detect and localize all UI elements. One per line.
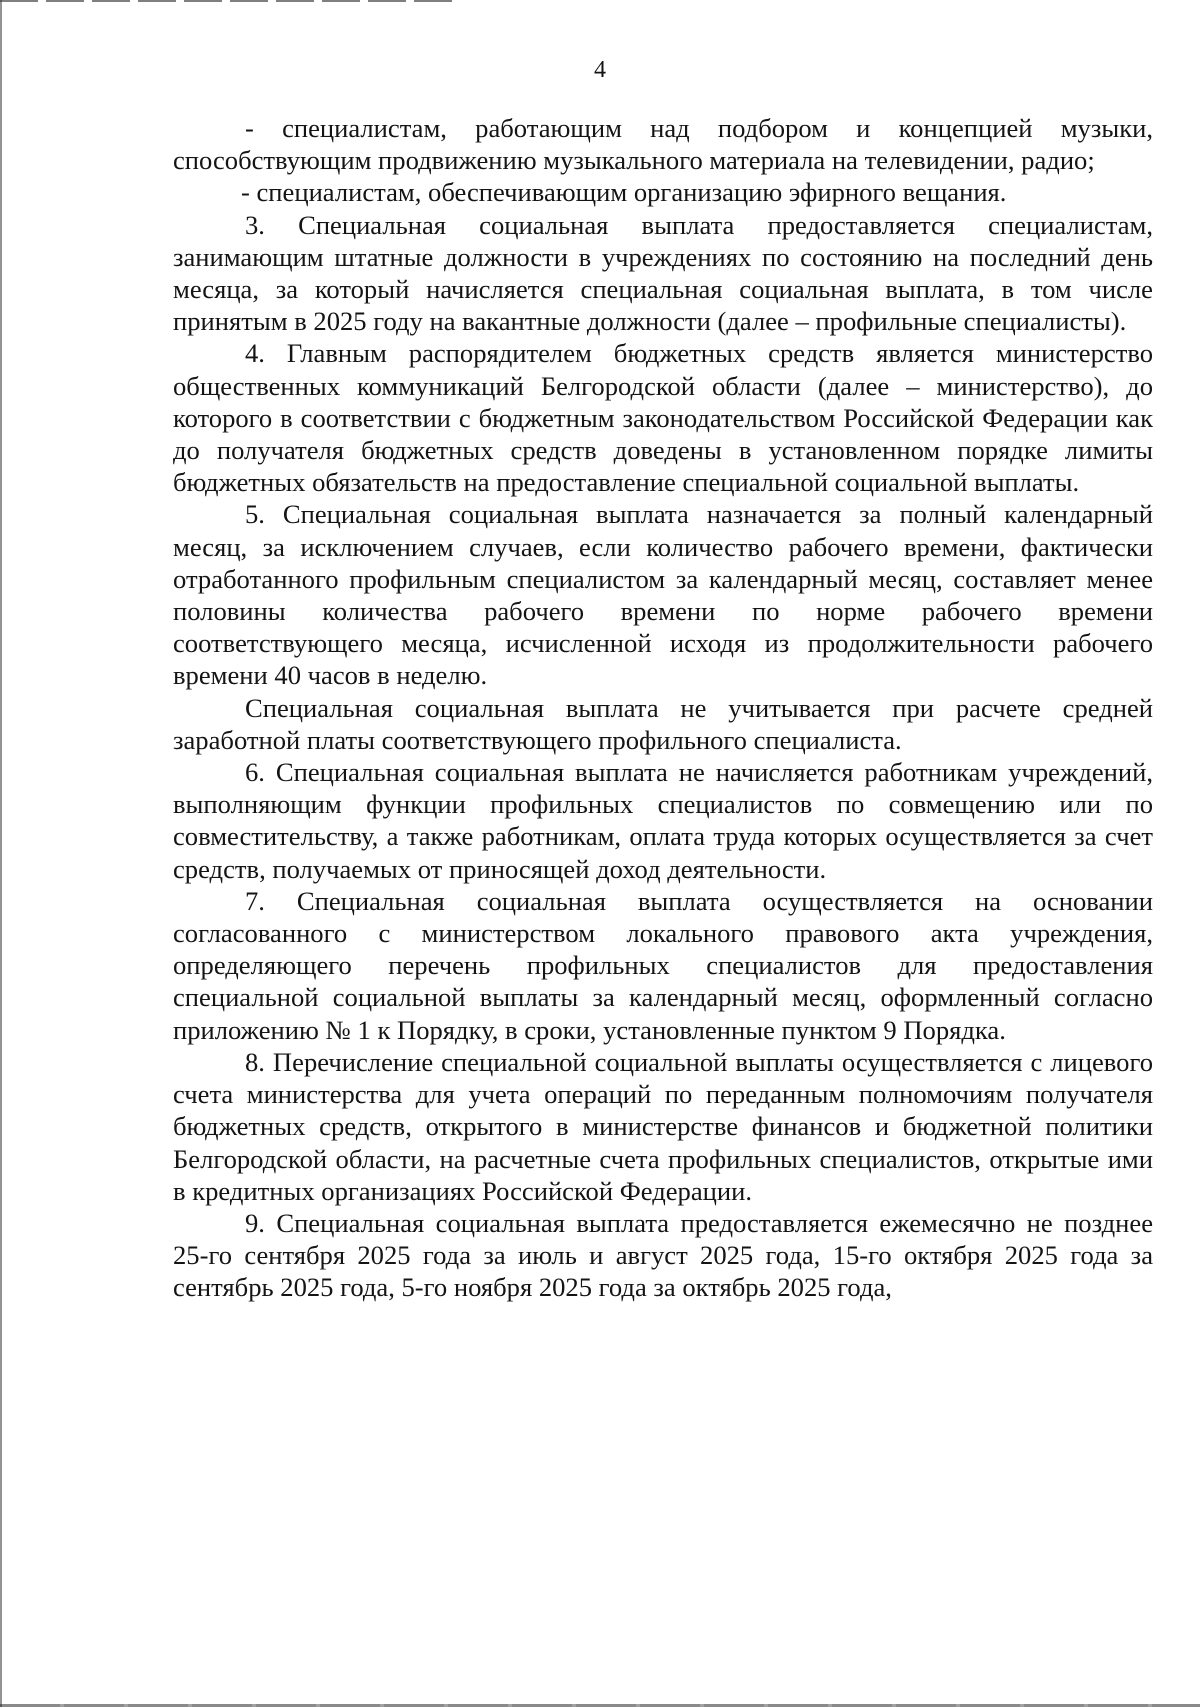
- scan-edge-left: [0, 0, 2, 1707]
- paragraph-list-item-broadcast: - специалистам, обеспечивающим организацию эфирного вещания.: [241, 177, 1007, 208]
- paragraph-item-3: 3. Специальная социальная выплата предоставляется специалистам, занимающим штатные должности в учреждениях по состоянию на последний день месяца, за который начисляется специальная социальная выплата, в том числе принятым в 2025 году на вакантные должности (далее – профильные специалисты).: [173, 209, 1153, 337]
- paragraph-item-5: 5. Специальная социальная выплата назначается за полный календарный месяц, за исключением случаев, если количество рабочего времени, фактически отработанного профильным специалистом за календарный месяц, составляет менее половины количества рабочего времени по норме рабочего времени соответствующего месяца, исчисленной исходя из продолжительности рабочего времени 40 часов в неделю.: [173, 499, 1153, 691]
- paragraph-item-4: 4. Главным распорядителем бюджетных средств является министерство общественных коммуникаций Белгородской области (далее – министерство), до которого в соответствии с бюджетным законодательством Российской Федерации как до получателя бюджетных средств доведены в установленном порядке лимиты бюджетных обязательств на предоставление специальной социальной выплаты.: [173, 338, 1153, 498]
- page-number: 4: [594, 57, 606, 83]
- paragraph-item-8: 8. Перечисление специальной социальной выплаты осуществляется с лицевого счета министерства для учета операций по переданным полномочиям получателя бюджетных средств, открытого в министерстве финансов и бюджетной политики Белгородской области, на расчетные счета профильных специалистов, открытые ими в кредитных организациях Российской Федерации.: [173, 1046, 1153, 1206]
- paragraph-item-9: 9. Специальная социальная выплата предоставляется ежемесячно не позднее 25-го сентября 2025 года за июль и август 2025 года, 15-го октября 2025 года за сентябрь 2025 года, 5-го ноября 2025 года за октябрь 2025 года,: [173, 1207, 1153, 1303]
- paragraph-item-6: 6. Специальная социальная выплата не начисляется работникам учреждений, выполняющим функции профильных специалистов по совмещению или по совместительству, а также работникам, оплата труда которых осуществляется за счет средств, получаемых от приносящей доход деятельности.: [173, 757, 1153, 884]
- paragraph-item-5-continued: Специальная социальная выплата не учитывается при расчете средней заработной платы соответствующего профильного специалиста.: [173, 692, 1153, 755]
- paragraph-item-7: 7. Специальная социальная выплата осуществляется на основании согласованного с министерством локального правового акта учреждения, определяющего перечень профильных специалистов для предоставления специальной социальной выплаты за календарный месяц, оформленный согласно приложению № 1 к Порядку, в сроки, установленные пунктом 9 Порядка.: [173, 885, 1153, 1045]
- paragraph-list-item-music: - специалистам, работающим над подбором и концепцией музыки, способствующим продвижению музыкального материала на телевидении, радио;: [173, 113, 1153, 176]
- document-body: [173, 112, 1153, 1304]
- scan-edge-top: [0, 0, 460, 2]
